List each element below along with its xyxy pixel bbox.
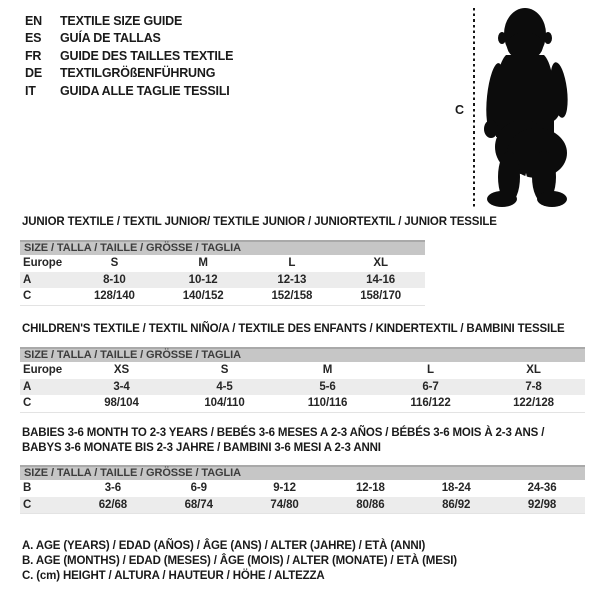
table-cell: XL [526,364,541,376]
table-cell: 9-12 [273,482,296,494]
height-measure-line [473,8,475,207]
table-cell: 128/140 [93,290,135,302]
table-row-height [20,497,585,514]
toddler-silhouette-image [482,5,574,210]
language-row-fr [25,47,233,65]
size-header-band: SIZE / TALLA / TAILLE / GRÖSSE / TAGLIA [20,465,585,480]
row-label: Europe [23,257,63,269]
table-cell: 86/92 [442,498,471,511]
table-cell: 3-4 [113,380,130,393]
table-cell: M [198,257,208,269]
row-label: C [23,290,32,302]
table-cell: 12-13 [277,273,307,286]
language-code: FR [25,48,42,63]
language-header [25,12,233,100]
table-cell: 12-18 [355,482,385,494]
table-cell: 158/170 [360,290,402,302]
junior-table [20,240,425,306]
table-cell: 110/116 [307,397,348,409]
children-table [20,347,585,413]
table-cell: 4-5 [216,380,233,393]
language-title: TEXTILE SIZE GUIDE [60,13,183,28]
row-label: C [23,397,32,409]
row-label: A [23,380,32,393]
language-title: GUIDA ALLE TAGLIE TESSILI [60,83,230,98]
table-cell: XL [373,257,388,269]
table-cell: 80/86 [356,498,385,511]
babies-table-title [22,426,544,456]
children-table-title: CHILDREN'S TEXTILE / TEXTIL NIÑO/A / TEXTILE DES ENFANTS / KINDERTEXTIL / BAMBINI TESSILE [22,323,565,335]
table-cell: 92/98 [527,498,557,511]
language-row-en [25,12,233,30]
table-cell: 74/80 [270,498,299,511]
note-age-months: B. AGE (MONTHS) / EDAD (MESES) / ÂGE (MOIS) / ALTER (MONATE) / ETÀ (MESI) [22,555,457,567]
table-cell: XS [113,364,130,376]
table-cell: 98/104 [104,397,139,409]
table-cell: 8-10 [103,273,126,286]
row-label: A [23,273,32,286]
table-cell: 6-9 [190,482,207,494]
table-row-europe [20,255,425,272]
table-cell: L [288,257,296,269]
table-row-height [20,288,425,305]
language-title: GUIDE DES TAILLES TEXTILE [60,48,234,63]
table-cell: 6-7 [422,380,439,393]
table-cell: 24-36 [527,482,557,494]
table-cell: 3-6 [104,482,122,494]
table-row-age-months [20,480,585,497]
table-cell: 104/110 [204,397,245,409]
table-cell: 7-8 [525,380,542,393]
babies-title-line-2: BABYS 3-6 MONATE BIS 2-3 JAHRE / BAMBINI 3-6 MESI A 2-3 ANNI [22,442,381,454]
table-cell: M [322,364,333,376]
note-age-years: A. AGE (YEARS) / EDAD (AÑOS) / ÂGE (ANS) / ALTER (JAHRE) / ETÀ (ANNI) [22,540,426,552]
babies-title-line-1: BABIES 3-6 MONTH TO 2-3 YEARS / BEBÉS 3-6 MESES A 2-3 AÑOS / BÉBÉS 3-6 MOIS À 2-3 ANS / [22,427,545,439]
table-cell: 18-24 [441,482,471,494]
row-label: Europe [23,364,63,376]
table-cell: 62/68 [98,498,128,511]
table-cell: S [220,364,229,376]
table-cell: 68/74 [184,498,213,511]
table-cell: 10-12 [188,273,218,286]
language-title: GUÍA DE TALLAS [60,31,161,46]
legend-notes [22,539,457,584]
language-code: DE [25,66,42,81]
row-label: C [23,498,32,511]
table-row-height [20,395,585,412]
row-label: B [23,482,32,494]
height-measure-label: C [455,103,465,117]
language-title: TEXTILGRÖßENFÜHRUNG [60,66,216,81]
table-cell: 152/158 [271,290,313,302]
table-row-europe [20,362,585,379]
table-cell: 5-6 [319,380,336,393]
table-cell: 116/122 [410,397,451,409]
size-header-band: SIZE / TALLA / TAILLE / GRÖSSE / TAGLIA [20,240,425,255]
table-cell: 122/128 [513,397,554,409]
table-cell: 140/152 [182,290,224,302]
table-row-age [20,272,425,289]
language-row-es [25,30,233,48]
language-code: EN [25,13,42,28]
babies-table [20,465,585,514]
language-code: IT [25,83,36,98]
junior-table-title: JUNIOR TEXTILE / TEXTIL JUNIOR/ TEXTILE JUNIOR / JUNIORTEXTIL / JUNIOR TESSILE [22,216,497,228]
table-row-age [20,379,585,396]
table-cell: S [110,257,119,269]
table-cell: L [427,364,434,376]
table-cell: 14-16 [366,273,396,286]
note-height: C. (cm) HEIGHT / ALTURA / HAUTEUR / HÖHE / ALTEZZA [22,570,325,582]
size-header-band: SIZE / TALLA / TAILLE / GRÖSSE / TAGLIA [20,347,585,362]
language-code: ES [25,31,42,46]
language-row-de [25,65,233,83]
language-row-it [25,82,233,100]
